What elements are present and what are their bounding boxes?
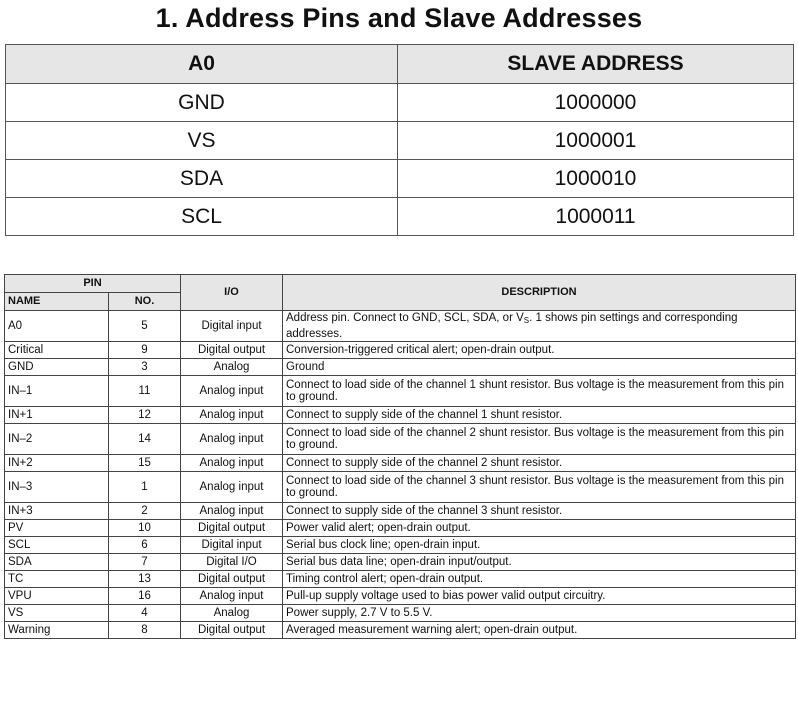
pin-number: 9 (109, 342, 181, 359)
pin-name: IN+3 (5, 503, 109, 520)
pin-description: Connect to supply side of the channel 3 shunt resistor. (283, 503, 796, 520)
pin-io: Analog input (181, 503, 283, 520)
table-row (5, 554, 796, 571)
header-io: I/O (181, 275, 283, 311)
table-row (5, 424, 796, 455)
header-no: NO. (109, 293, 181, 311)
table-row (5, 571, 796, 588)
pin-io: Digital input (181, 311, 283, 342)
pin-description: Connect to load side of the channel 2 shunt resistor. Bus voltage is the measurement from this pin to ground. (283, 424, 796, 455)
pin-number: 3 (109, 359, 181, 376)
pin-name: A0 (5, 311, 109, 342)
pin-name: IN–2 (5, 424, 109, 455)
slave-address-cell: 1000011 (398, 198, 794, 236)
pin-name: IN–3 (5, 472, 109, 503)
pin-io: Digital output (181, 622, 283, 639)
pin-number: 5 (109, 311, 181, 342)
pin-number: 11 (109, 376, 181, 407)
a0-cell: GND (6, 84, 398, 122)
pin-name: IN–1 (5, 376, 109, 407)
table-row (5, 311, 796, 342)
header-pin: PIN (5, 275, 181, 293)
table-row (5, 472, 796, 503)
pin-io: Digital output (181, 520, 283, 537)
pin-name: IN+1 (5, 407, 109, 424)
pin-name: Critical (5, 342, 109, 359)
table-row (5, 588, 796, 605)
pin-io: Digital output (181, 342, 283, 359)
table-row (5, 455, 796, 472)
pin-description: Serial bus data line; open-drain input/output. (283, 554, 796, 571)
table-row (5, 537, 796, 554)
pin-io: Analog input (181, 407, 283, 424)
pin-name: SDA (5, 554, 109, 571)
pin-description-text-after: . 1 shows pin settings and corresponding addresses. (286, 312, 738, 340)
pin-name: VPU (5, 588, 109, 605)
a0-cell: SDA (6, 160, 398, 198)
header-description: DESCRIPTION (283, 275, 796, 311)
header-slave-address: SLAVE ADDRESS (398, 45, 794, 84)
pin-description: Averaged measurement warning alert; open-drain output. (283, 622, 796, 639)
pin-table-header-top (5, 275, 796, 293)
pin-description: Power valid alert; open-drain output. (283, 520, 796, 537)
pin-description-subscript: S (523, 316, 530, 325)
address-table-header (6, 45, 794, 84)
pin-table (4, 274, 796, 639)
pin-number: 13 (109, 571, 181, 588)
table-row (5, 359, 796, 376)
pin-io: Analog input (181, 376, 283, 407)
pin-io: Digital output (181, 571, 283, 588)
pin-number: 2 (109, 503, 181, 520)
pin-name: GND (5, 359, 109, 376)
pin-description: Ground (283, 359, 796, 376)
pin-io: Analog input (181, 588, 283, 605)
pin-description: Connect to supply side of the channel 1 shunt resistor. (283, 407, 796, 424)
pin-number: 14 (109, 424, 181, 455)
pin-io: Digital I/O (181, 554, 283, 571)
pin-description: Pull-up supply voltage used to bias power valid output circuitry. (283, 588, 796, 605)
pin-description: Connect to load side of the channel 3 shunt resistor. Bus voltage is the measurement from this pin to ground. (283, 472, 796, 503)
pin-name: TC (5, 571, 109, 588)
pin-number: 1 (109, 472, 181, 503)
table-row (5, 342, 796, 359)
pin-description-text: Address pin. Connect to GND, SCL, SDA, or V (286, 312, 524, 324)
slave-address-cell: 1000001 (398, 122, 794, 160)
table-row (6, 198, 794, 236)
table-row (6, 122, 794, 160)
pin-description: Connect to supply side of the channel 2 shunt resistor. (283, 455, 796, 472)
table-row (5, 520, 796, 537)
pin-number: 6 (109, 537, 181, 554)
pin-io: Analog input (181, 455, 283, 472)
address-table (5, 44, 794, 236)
pin-description (283, 311, 796, 342)
pin-description: Connect to load side of the channel 1 shunt resistor. Bus voltage is the measurement from this pin to ground. (283, 376, 796, 407)
table-row (5, 622, 796, 639)
pin-description: Power supply, 2.7 V to 5.5 V. (283, 605, 796, 622)
header-a0: A0 (6, 45, 398, 84)
table-row (6, 84, 794, 122)
pin-number: 16 (109, 588, 181, 605)
pin-name: Warning (5, 622, 109, 639)
pin-number: 8 (109, 622, 181, 639)
pin-name: SCL (5, 537, 109, 554)
table-row (5, 407, 796, 424)
pin-number: 7 (109, 554, 181, 571)
pin-name: PV (5, 520, 109, 537)
pin-name: VS (5, 605, 109, 622)
pin-io: Digital input (181, 537, 283, 554)
pin-io: Analog input (181, 424, 283, 455)
pin-number: 15 (109, 455, 181, 472)
table-row (6, 160, 794, 198)
header-name: NAME (5, 293, 109, 311)
page-title: 1. Address Pins and Slave Addresses (155, 3, 643, 33)
pin-io: Analog (181, 605, 283, 622)
slave-address-cell: 1000010 (398, 160, 794, 198)
a0-cell: VS (6, 122, 398, 160)
pin-description: Timing control alert; open-drain output. (283, 571, 796, 588)
pin-number: 12 (109, 407, 181, 424)
pin-number: 4 (109, 605, 181, 622)
pin-name: IN+2 (5, 455, 109, 472)
pin-description: Serial bus clock line; open-drain input. (283, 537, 796, 554)
table-row (5, 503, 796, 520)
pin-io: Analog input (181, 472, 283, 503)
pin-description: Conversion-triggered critical alert; open-drain output. (283, 342, 796, 359)
table-row (5, 376, 796, 407)
pin-number: 10 (109, 520, 181, 537)
slave-address-cell: 1000000 (398, 84, 794, 122)
a0-cell: SCL (6, 198, 398, 236)
pin-table-body (5, 311, 796, 639)
table-row (5, 605, 796, 622)
pin-io: Analog (181, 359, 283, 376)
